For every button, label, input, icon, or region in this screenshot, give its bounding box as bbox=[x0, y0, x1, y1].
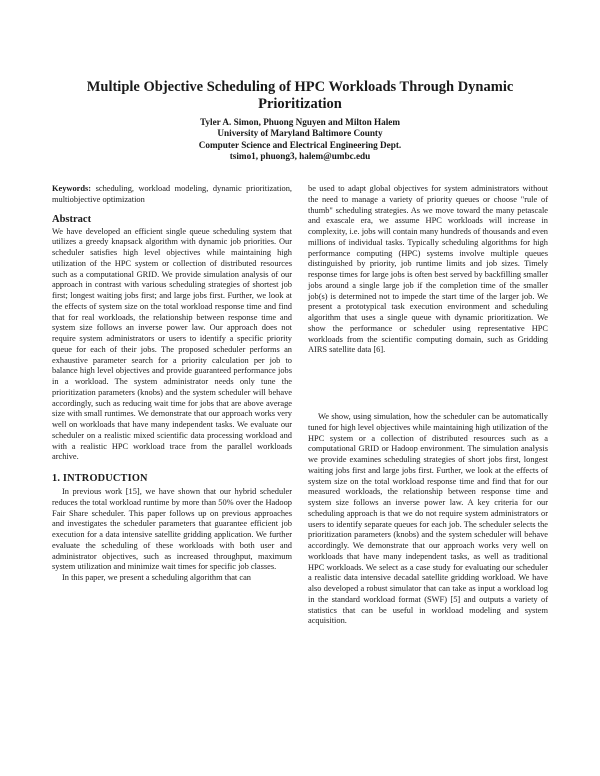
introduction-heading: 1. INTRODUCTION bbox=[52, 473, 148, 484]
right-column bbox=[308, 184, 548, 627]
introduction-paragraph-1: In previous work [15], we have shown that our hybrid scheduler reduces the total workload runtime by more than 50% over the Hadoop Fair Share scheduler. This paper follows up on previous approaches and investigates the scheduler parameters that guarantee efficient job execution for a data intensive satellite gridding application. We further evaluate the scheduling of these workloads with both user and administrator objectives, such as increased throughput, maximum system utilization and minimize wait times for specific job classes. bbox=[52, 487, 292, 572]
keywords bbox=[52, 184, 292, 206]
author-block bbox=[60, 117, 540, 163]
author-university: University of Maryland Baltimore County bbox=[217, 128, 383, 139]
right-paragraph-2: We show, using simulation, how the scheduler can be automatically tuned for high level objectives while maintaining high utilization of the HPC system or a collection of distributed resources such as a computational GRID or Hadoop environment. The simulation analysis we provide examines scheduling strategies of short jobs first, longest waiting jobs first and large jobs first. Further, we look at the effects of system size on the total workload response time and find that for our measured workloads, the relationship between response time and system size follows an inverse power law. A key criteria for our scheduling approach is that we do not require system administrators or users to identify separate queues for each job. The scheduler selects the prioritization parameters (knobs) and the system scheduler will behave accordingly. We demonstrate that our approach works very well on workloads that have many independent tasks, as well as traditional HPC workloads. We select as a case study for evaluating our scheduler a realistic data intensive decadal satellite gridding workload. We have also developed a robust simulator that can take as input a workload log in the standard workload format (SWF) [5] and outputs a variety of statistics that can be useful in workload modeling and system acquisition. bbox=[308, 412, 548, 626]
introduction-paragraph-2: In this paper, we present a scheduling algorithm that can bbox=[62, 573, 251, 582]
author-names: Tyler A. Simon, Phuong Nguyen and Milton Halem bbox=[199, 117, 401, 127]
column-gap bbox=[308, 356, 548, 412]
left-column bbox=[52, 184, 292, 584]
author-department: Computer Science and Electrical Engineering Dept. bbox=[198, 139, 402, 150]
abstract-heading: Abstract bbox=[52, 213, 92, 225]
author-emails: tsimo1, phuong3, halem@umbc.edu bbox=[229, 151, 371, 162]
keywords-label: Keywords: bbox=[52, 184, 92, 193]
abstract-text: We have developed an efficient single queue scheduling system that utilizes a greedy knapsack algorithm with dynamic job priorities. Our scheduler satisfies high level objectives while maintaining high utilization of the HPC system or collection of distributed resources such as a computational GRID. We provide simulation analysis of our approach in contrast with various scheduling strategies of shortest job first; longest waiting jobs first; and large jobs first. Further, we look at the effects of system size on the total workload response time and find that for real workloads, the relationship between response time and system size follows an inverse power law. Our approach does not require system administrators or users to identify a specific priority queue for each of their jobs. The proposed scheduler performs an exhaustive parameter search for a priority calculation per job to balance high level objectives and provide guaranteed performance jobs in a workload. The system administrator needs only tune the prioritization parameters (knobs) and the system scheduler will behave accordingly, such as reducing wait time for jobs that are above average size with small runtimes. We demonstrate that our approach works very well on workloads that have many independent tasks. We evaluate our scheduler on a realistic mixed scientific data processing workload and with a realistic HPC workload trace from the parallel workloads archive. bbox=[52, 226, 292, 462]
paper-title: Multiple Objective Scheduling of HPC Workloads Through Dynamic Prioritization bbox=[86, 79, 514, 112]
right-paragraph-1: be used to adapt global objectives for system administrators without the need to manage a variety of priority queues or choose "rule of thumb" scheduling strategies. As we move toward the many petascale and exascale era, we assume HPC workloads will increase in complexity, i.e. jobs will contain many hundreds of thousands and even millions of individual tasks. Typically scheduling algorithms for high performance computing (HPC) systems involve multiple queues distinguished by priority, job runtime limits and job sizes. Timely response times for large jobs is often best served by backfilling smaller jobs around a single large job if the completion time of the smaller job(s) is determined not to impede the start time of the larger job. We present a prototypical task execution environment and scheduling algorithm that uses a single queue with dynamic prioritization. We show the performance or scheduler using representative HPC workloads from the scientific computing domain, such as Gridding AIRS satellite data [6]. bbox=[308, 184, 548, 355]
keywords-text: scheduling, workload modeling, dynamic prioritization, multiobjective optimization bbox=[52, 184, 293, 204]
